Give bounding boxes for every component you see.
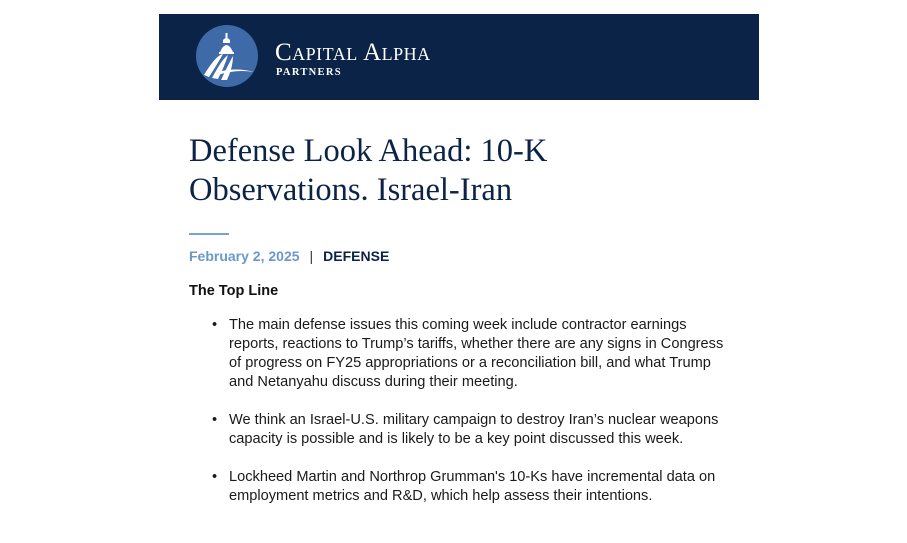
article [189, 132, 739, 525]
article-title: Defense Look Ahead: 10-K Observations. Israel-Iran [189, 133, 548, 208]
article-category[interactable]: DEFENSE [323, 248, 390, 264]
logo-name: Capital Alpha [275, 39, 431, 66]
list-item-text: The main defense issues this coming week include contractor earnings reports, reactions to Trump’s tariffs, whether there are any signs in Congress of progress on FY25 appropriations or a reconciliation bill, and what Trump and Netanyahu discuss during their meeting. [229, 317, 724, 390]
header-banner [159, 14, 759, 100]
list-item-text: Lockheed Martin and Northrop Grumman's 10-Ks have incremental data on employment metrics and R&D, which help assess their intentions. [229, 469, 716, 504]
list-item [189, 411, 739, 449]
meta-separator: | [309, 248, 314, 264]
list-item [189, 468, 739, 506]
logo-subtitle: PARTNERS [276, 67, 342, 78]
article-date: February 2, 2025 [189, 248, 300, 264]
list-item [189, 316, 739, 392]
list-item-text: We think an Israel-U.S. military campaign to destroy Iran’s nuclear weapons capacity is possible and is likely to be a key point discussed this week. [229, 412, 719, 447]
bullet-icon: • [212, 317, 218, 333]
title-rule [189, 233, 229, 235]
bullet-icon: • [212, 412, 218, 428]
top-line-list [189, 316, 739, 506]
article-meta [189, 247, 739, 265]
logo-wordmark [275, 40, 431, 79]
section-heading: The Top Line [189, 283, 279, 299]
capitol-logo-icon [196, 25, 258, 87]
bullet-icon: • [212, 469, 218, 485]
